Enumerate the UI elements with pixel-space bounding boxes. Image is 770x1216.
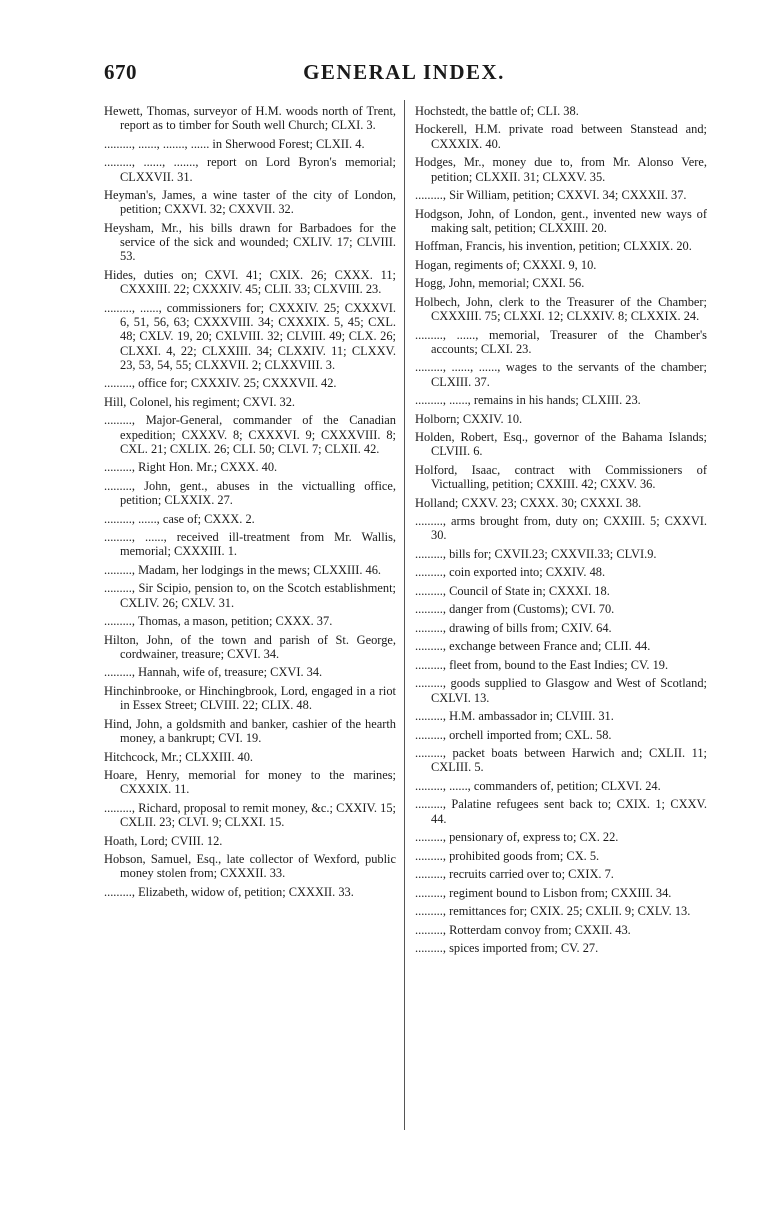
- index-entry: Hilton, John, of the town and parish of St. George, cordwainer, treasure; CXVI. 34.: [104, 632, 396, 661]
- page-header: [104, 60, 704, 90]
- index-entry: ........., Hannah, wife of, treasure; CXVI. 34.: [104, 665, 323, 680]
- index-entry: Hoare, Henry, memorial for money to the marines; CXXXIX. 11.: [104, 768, 396, 797]
- page-number: 670: [104, 60, 137, 84]
- index-entry: Hewett, Thomas, surveyor of H.M. woods north of Trent, report as to timber for South well Church; CLXI. 3.: [104, 104, 396, 133]
- index-entry: ........., ......, ......., ...... in Sherwood Forest; CLXII. 4.: [104, 136, 365, 151]
- index-entry: Holbech, John, clerk to the Treasurer of the Chamber; CXXXIII. 75; CLXXI. 12; CLXXIV. 8; CLXXIX. 24.: [415, 294, 707, 324]
- index-entry: Hitchcock, Mr.; CLXXIII. 40.: [104, 749, 254, 764]
- index-entry: Hill, Colonel, his regiment; CXVI. 32.: [104, 394, 296, 409]
- index-entry: ........., Major-General, commander of the Canadian expedition; CXXXV. 8; CXXXVI. 9; CXXXVIII. 8; CXL. 21; CXLIX. 26; CLI. 50; CLVI. 7; CLXII. 42.: [104, 413, 396, 456]
- index-entry: ........., arms brought from, duty on; CXXIII. 5; CXXVI. 30.: [415, 514, 707, 543]
- index-entry: ........., Madam, her lodgings in the mews; CLXXIII. 46.: [104, 562, 382, 577]
- index-entry: ........., Thomas, a mason, petition; CXXX. 37.: [104, 614, 333, 629]
- index-entry: Hind, John, a goldsmith and banker, cashier of the hearth money, a bankrupt; CVI. 19.: [104, 716, 396, 746]
- index-entry: ........., ......, commissioners for; CXXXIV. 25; CXXXVI. 6, 51, 56, 63; CXXXVIII. 34; CXXXIX. 5, 45; CXL. 48; CXLV. 19, 20; CXLVIII. 32; CLVIII. 49; CLX. 26; CLXXI. 4, 22; CLXXIII. 34; CLXXIV. 11; CLXXV. 23, 53, 54, 55; CLXXVII. 2; CLXXVIII. 3.: [104, 300, 396, 372]
- column-divider: [404, 100, 405, 1130]
- running-head: GENERAL INDEX.: [303, 60, 505, 84]
- index-entry: ........., ......, remains in his hands; CLXIII. 23.: [415, 393, 641, 408]
- index-entry: Hinchinbrooke, or Hinchingbrook, Lord, engaged in a riot in Essex Street; CLVIII. 22; CLIX. 48.: [104, 683, 396, 713]
- index-entry: Hodgson, John, of London, gent., invented new ways of making salt, petition; CLXXIII. 20.: [415, 206, 707, 235]
- index-entry: ........., bills for; CXVII.23; CXXVII.33; CLVI.9.: [415, 546, 657, 561]
- index-entry: Hogg, John, memorial; CXXI. 56.: [415, 276, 585, 291]
- index-entry: ........., packet boats between Harwich and; CXLII. 11; CXLIII. 5.: [415, 746, 707, 775]
- index-entry: ........., ......, ......., report on Lord Byron's memorial; CLXXVII. 31.: [104, 155, 396, 184]
- index-entry: Hochstedt, the battle of; CLI. 38.: [415, 104, 579, 118]
- index-entry: ........., pensionary of, express to; CX. 22.: [415, 830, 619, 845]
- index-entry: ........., ......, commanders of, petition; CLXVI. 24.: [415, 778, 661, 793]
- index-entry: ........., Richard, proposal to remit money, &c.; CXXIV. 15; CXLII. 23; CLVI. 9; CLXXI. 15.: [104, 800, 396, 830]
- index-entry: ........., Council of State in; CXXXI. 18.: [415, 583, 610, 598]
- index-entry: ........., orchell imported from; CXL. 58.: [415, 727, 612, 742]
- index-entry: ........., fleet from, bound to the East Indies; CV. 19.: [415, 657, 669, 672]
- index-entry: Hodges, Mr., money due to, from Mr. Alonso Vere, petition; CLXXII. 31; CLXXV. 35.: [415, 155, 707, 184]
- index-entry: ........., coin exported into; CXXIV. 48.: [415, 565, 606, 580]
- index-entry: ........., danger from (Customs); CVI. 70.: [415, 602, 615, 617]
- right-column: [415, 104, 707, 959]
- index-entry: Hoffman, Francis, his invention, petition; CLXXIX. 20.: [415, 239, 692, 254]
- index-entry: ........., Right Hon. Mr.; CXXX. 40.: [104, 460, 278, 475]
- index-entry: ........., recruits carried over to; CXIX. 7.: [415, 867, 614, 882]
- index-entry: ........., ......, ......, wages to the servants of the chamber; CLXIII. 37.: [415, 360, 707, 389]
- index-entry: ........., remittances for; CXIX. 25; CXLII. 9; CXLV. 13.: [415, 904, 691, 919]
- index-entry: Holford, Isaac, contract with Commissioners of Victualling, petition; CXXIII. 42; CXXV. 36.: [415, 462, 707, 492]
- index-entry: Hides, duties on; CXVI. 41; CXIX. 26; CXXX. 11; CXXXIII. 22; CXXXIV. 45; CLII. 33; CLXVIII. 23.: [104, 267, 396, 297]
- index-entry: Hogan, regiments of; CXXXI. 9, 10.: [415, 257, 597, 272]
- index-entry: ........., goods supplied to Glasgow and West of Scotland; CXLVI. 13.: [415, 676, 707, 705]
- index-entry: ........., exchange between France and; CLII. 44.: [415, 639, 651, 654]
- index-entry: ........., H.M. ambassador in; CLVIII. 31.: [415, 709, 614, 724]
- index-entry: Holborn; CXXIV. 10.: [415, 411, 523, 426]
- index-entry: Hoath, Lord; CVIII. 12.: [104, 833, 223, 848]
- index-entry: Holland; CXXV. 23; CXXX. 30; CXXXI. 38.: [415, 495, 642, 510]
- index-entry: ........., Sir Scipio, pension to, on the Scotch establishment; CXLIV. 26; CXLV. 31.: [104, 581, 396, 610]
- index-entry: ........., ......, received ill-treatment from Mr. Wallis, memorial; CXXXIII. 1.: [104, 530, 396, 559]
- index-entry: ........., regiment bound to Lisbon from; CXXIII. 34.: [415, 885, 672, 900]
- index-entry: ........., Palatine refugees sent back to; CXIX. 1; CXXV. 44.: [415, 797, 707, 826]
- index-entry: ........., ......, memorial, Treasurer of the Chamber's accounts; CLXI. 23.: [415, 327, 707, 356]
- index-entry: ........., ......, case of; CXXX. 2.: [104, 511, 255, 526]
- index-entry: Hobson, Samuel, Esq., late collector of Wexford, public money stolen from; CXXXII. 33.: [104, 852, 396, 881]
- index-entry: Heysham, Mr., his bills drawn for Barbadoes for the service of the sick and wounded; CXLIV. 17; CLVIII. 53.: [104, 220, 396, 264]
- index-entry: ........., Sir William, petition; CXXVI. 34; CXXXII. 37.: [415, 188, 687, 203]
- index-entry: ........., spices imported from; CV. 27.: [415, 941, 599, 955]
- index-entry: ........., drawing of bills from; CXIV. 64.: [415, 620, 612, 635]
- index-entry: Heyman's, James, a wine taster of the city of London, petition; CXXVI. 32; CXXVII. 32.: [104, 188, 396, 217]
- index-entry: Hockerell, H.M. private road between Stanstead and; CXXXIX. 40.: [415, 122, 707, 151]
- index-entry: Holden, Robert, Esq., governor of the Bahama Islands; CLVIII. 6.: [415, 430, 707, 459]
- index-entry: ........., Rotterdam convoy from; CXXII. 43.: [415, 922, 631, 937]
- index-entry: ........., prohibited goods from; CX. 5.: [415, 848, 600, 863]
- index-entry: ........., Elizabeth, widow of, petition; CXXXII. 33.: [104, 884, 354, 899]
- left-column: [104, 104, 396, 903]
- index-entry: ........., John, gent., abuses in the victualling office, petition; CLXXIX. 27.: [104, 478, 396, 508]
- index-entry: ........., office for; CXXXIV. 25; CXXXVII. 42.: [104, 376, 337, 391]
